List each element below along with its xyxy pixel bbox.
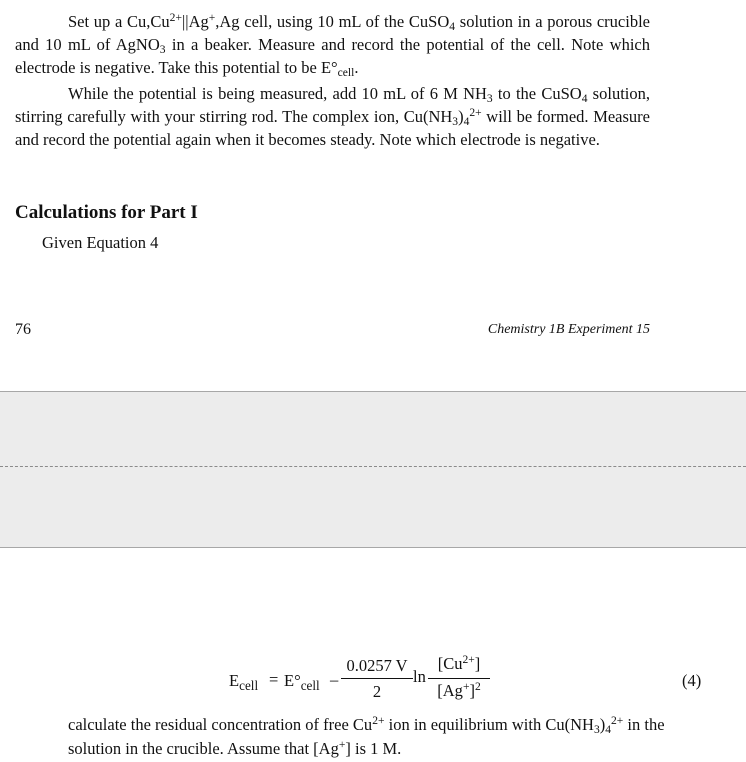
eq-frac2-num: $[Cu^{2+}]$ — [437, 653, 481, 673]
eq-e0cell: $E^\circ_{cell}$ — [284, 671, 320, 693]
eq-ln: ln — [413, 667, 426, 686]
page-break-band — [0, 391, 746, 548]
nernst-equation — [229, 651, 529, 711]
eq-equals: = — [269, 670, 279, 689]
eq-frac2-den: $[Ag^+]^2$ — [437, 680, 481, 700]
eq-frac1-den: 2 — [372, 682, 382, 701]
paragraph-setup: Set up a $Cu,Cu^{2+}||Ag^+,Ag$ cell, using 10 mL of the CuSO$_4$ solution in a porous crucible and 10 mL of AgNO$_3$ in a beaker. Measure and record the potential of the cell. Note which electrode is negative. Take this potential to be $E^\circ_{cell}$. — [15, 11, 650, 80]
equation-number: (4) — [682, 671, 702, 690]
section-heading: Calculations for Part I — [15, 202, 198, 223]
given-equation-label: Given Equation 4 — [42, 233, 159, 252]
eq-ecell: $E_{cell}$ — [229, 671, 259, 693]
page-footer: Chemistry 1B Experiment 15 — [487, 322, 650, 337]
eq-frac2-bar — [428, 678, 490, 679]
page-break-line — [0, 466, 746, 467]
eq-frac1-num: 0.0257 V — [346, 656, 408, 675]
paragraph-ammonia: While the potential is being measured, add 10 mL of 6 M $NH_3$ to the CuSO$_4$ solution, stirring carefully with your stirring rod. The complex ion, $Cu(NH_3)_4^{2+}$ will be formed. Measure and record the potential again when it becomes steady. Note which electrode is negative. — [15, 84, 650, 149]
page-number: 76 — [15, 321, 31, 338]
eq-frac1-bar — [341, 678, 413, 679]
paragraph-calculate: calculate the residual concentration of free $Cu^{2+}$ ion in equilibrium with $Cu(NH_3)_4^{2+}$ in the solution in the crucible. Assume that [Ag+] is 1 M. — [68, 714, 665, 758]
eq-minus: – — [330, 670, 339, 689]
